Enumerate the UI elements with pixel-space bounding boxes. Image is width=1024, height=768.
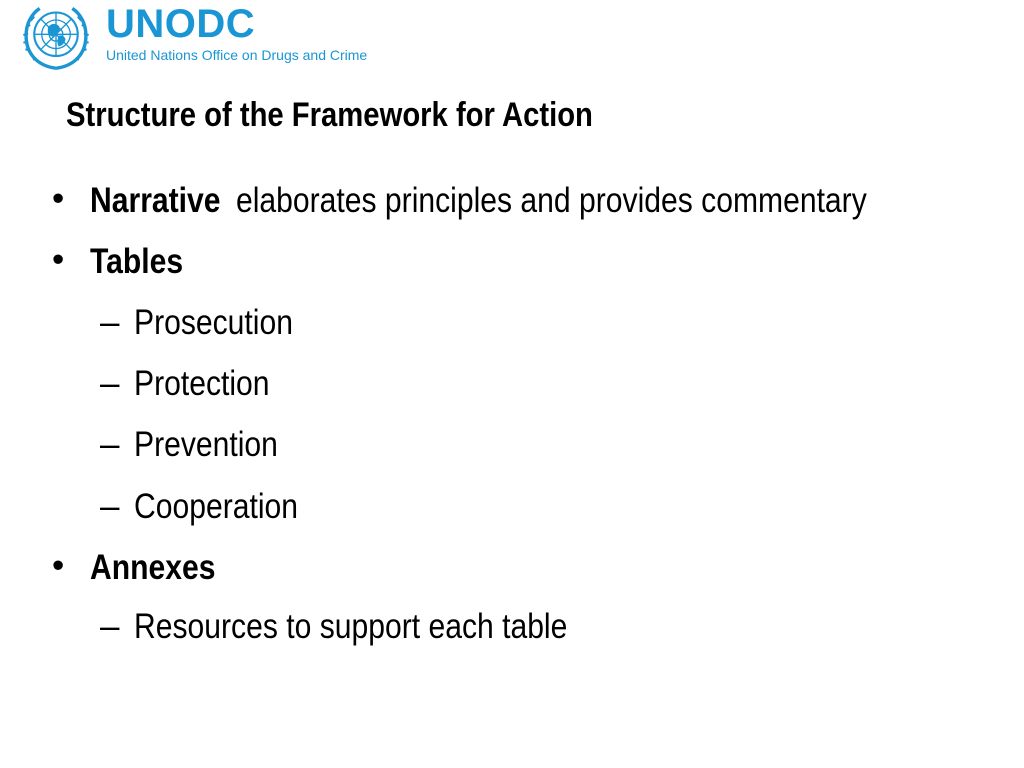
sub-bullet-marker: – [100, 425, 120, 464]
sub-bullet-prosecution: Prosecution [134, 303, 293, 342]
bullet-term: Tables [90, 242, 184, 281]
sub-bullet-prevention: Prevention [134, 425, 278, 464]
bullet-term: Annexes [90, 548, 216, 587]
sub-bullet-resources: Resources to support each table [134, 607, 568, 646]
bullet-item-narrative [90, 180, 867, 222]
bullet-marker: • [52, 240, 65, 279]
org-full-name: United Nations Office on Drugs and Crime [106, 47, 368, 63]
sub-bullet-protection: Protection [134, 364, 270, 403]
sub-bullet-marker: – [100, 607, 120, 646]
sub-bullet-marker: – [100, 364, 120, 403]
bullet-item-annexes [90, 547, 215, 589]
sub-bullet-cooperation: Cooperation [134, 487, 299, 526]
org-short-name: UNODC [106, 2, 256, 46]
bullet-marker: • [52, 546, 65, 585]
bullet-marker: • [52, 179, 65, 218]
slide-title: Structure of the Framework for Action [66, 96, 593, 134]
bullet-term: Narrative [90, 181, 221, 220]
sub-bullet-marker: – [100, 487, 120, 526]
bullet-description: elaborates principles and provides commentary [235, 181, 867, 220]
sub-bullet-marker: – [100, 303, 120, 342]
bullet-item-tables [90, 241, 183, 283]
